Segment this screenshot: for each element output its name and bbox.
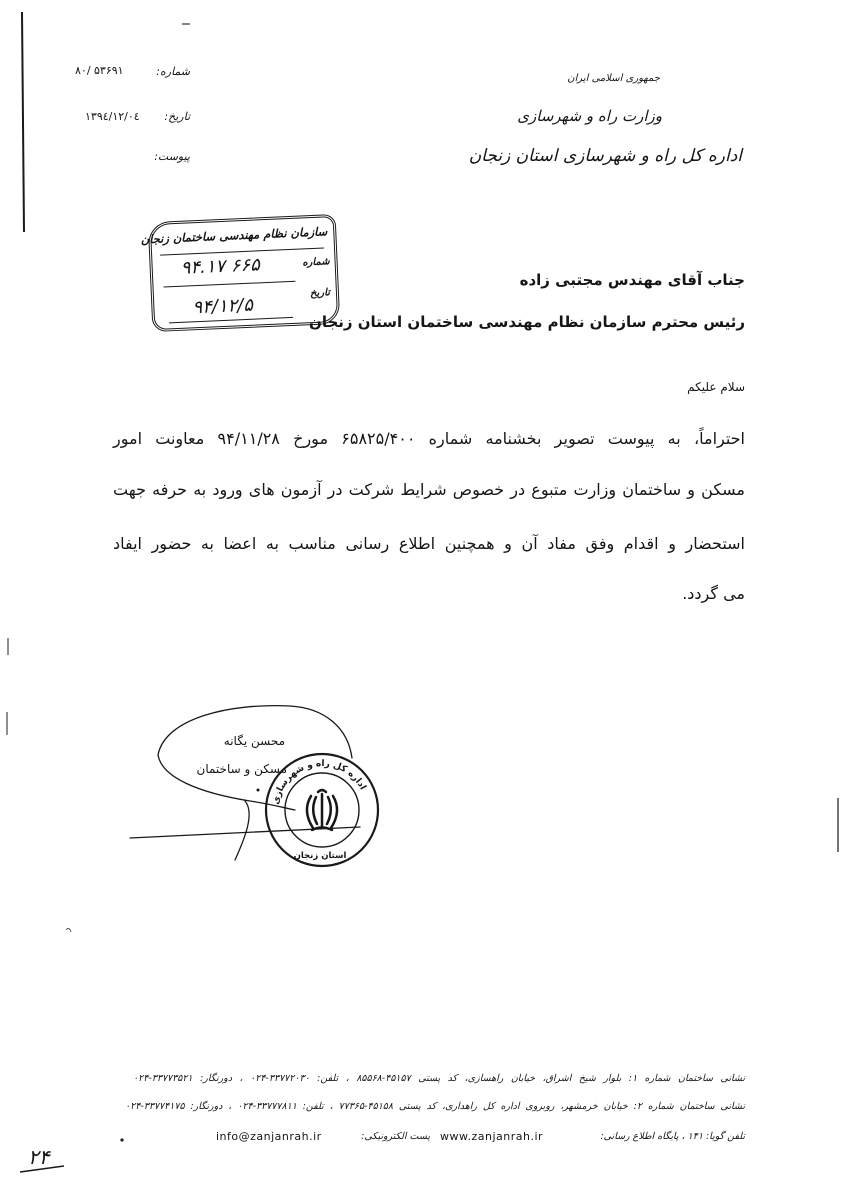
seal-bottom-text: استان زنجان bbox=[293, 851, 347, 861]
received-stamp-number: ۹۴.۱۷ ۶۶۵ bbox=[180, 254, 261, 279]
greeting: سلام علیکم bbox=[687, 380, 745, 394]
received-stamp-rule bbox=[164, 281, 296, 288]
footer-address-1: نشانی ساختمان شماره ۱: بلوار شیخ اشراق، خیابان راهسازی، کد پستی ۴۵۱۵۷-۸۵۵۶۸ ، تلفن: ۳۳۷۷۲۰۳۰-۰۲۴ ، دورنگار: ۳۳۷۷۳۵۲۱-۰۲۴ bbox=[133, 1073, 745, 1084]
letterhead-country: جمهوری اسلامی ایران bbox=[567, 73, 660, 84]
received-stamp-date: ۹۴/۱۲/۵ bbox=[192, 294, 254, 319]
stray-mark bbox=[66, 928, 71, 932]
signature-dot bbox=[257, 789, 260, 792]
letter-date: ۱۳۹٤/۱۲/۰٤ bbox=[85, 110, 140, 123]
stray-dot bbox=[120, 1138, 123, 1141]
letter-number: ۸۰/ ۵۳۶۹۱ bbox=[75, 64, 124, 77]
signature-stroke bbox=[158, 706, 352, 758]
footer-email: info@zanjanrah.ir bbox=[216, 1130, 322, 1143]
footer-address-2: نشانی ساختمان شماره ۲: خیابان خرمشهر، روبروی اداره کل راهداری، کد پستی ۴۵۱۵۸-۷۷۳۶۵ ، تلفن: ۳۳۷۷۷۸۱۱-۰۲۴ ، دورنگار: ۳۳۷۷۴۱۷۵-۰۲۴ bbox=[125, 1101, 745, 1112]
attachment-label: پیوست: bbox=[154, 150, 190, 163]
footer-website: www.zanjanrah.ir bbox=[440, 1130, 544, 1143]
signature-stroke bbox=[158, 755, 295, 810]
signatory-title: مسکن و ساختمان bbox=[196, 762, 287, 776]
number-label: شماره: bbox=[156, 65, 190, 78]
date-label: تاریخ: bbox=[164, 110, 190, 123]
recipient-name: جناب آقای مهندس مجتبی زاده bbox=[519, 271, 745, 289]
received-stamp-number-label: شماره bbox=[302, 256, 330, 269]
letterhead-ministry: وزارت راه و شهرسازی bbox=[517, 107, 662, 125]
footer-email-label: پست الکترونیکی: bbox=[361, 1131, 430, 1142]
page-number: ۲۴ bbox=[28, 1145, 50, 1169]
seal-top-text: اداره کل راه و شهرسازی bbox=[271, 758, 368, 806]
left-edge-scan-line bbox=[22, 12, 24, 232]
recipient-title: رئیس محترم سازمان نظام مهندسی ساختمان استان زنجان bbox=[309, 313, 745, 331]
handwritten-signature bbox=[120, 698, 380, 878]
received-stamp-rule bbox=[169, 317, 293, 323]
body-line: احتراماً، به پیوست تصویر بخشنامه شماره ۶۵۸۲۵/۴۰۰ مورخ ۹۴/۱۱/۲۸ معاونت امور bbox=[113, 429, 746, 448]
body-line: می گردد. bbox=[682, 584, 745, 603]
body-line: مسکن و ساختمان وزارت متبوع در خصوص شرایط شرکت در آزمون های ورود به حرفه جهت bbox=[113, 480, 745, 499]
received-stamp-org: سازمان نظام مهندسی ساختمان زنجان bbox=[140, 224, 328, 247]
signatory-name: محسن یگانه bbox=[223, 734, 285, 748]
received-stamp-date-label: تاریخ bbox=[309, 287, 331, 300]
letterhead-office: اداره کل راه و شهرسازی استان زنجان bbox=[468, 146, 742, 166]
signature-stroke bbox=[235, 801, 249, 860]
footer-phone-site-label: تلفن گویا: ۱۴۱ ، پایگاه اطلاع رسانی: bbox=[600, 1131, 745, 1142]
body-line: استحضار و اقدام وفق مفاد آن و همچنین اطلاع رسانی مناسب به اعضا به حضور ایفاد bbox=[113, 534, 745, 553]
